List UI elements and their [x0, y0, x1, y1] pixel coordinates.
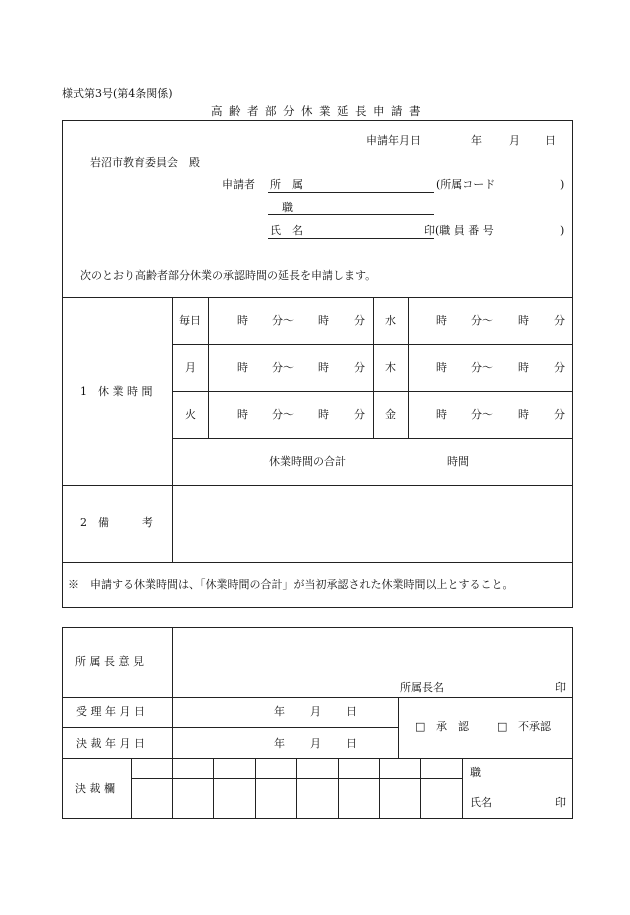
seal-label: 印	[555, 681, 566, 694]
hour-unit: 時	[518, 408, 529, 421]
day-label: 日	[346, 705, 357, 718]
affiliation-label: 所 属	[270, 178, 303, 191]
approve-checkbox[interactable]: □	[415, 720, 426, 733]
divider	[62, 485, 573, 486]
application-date-label: 申請年月日	[366, 134, 421, 147]
day-everyday: 毎日	[179, 314, 201, 327]
day-tuesday: 火	[185, 408, 196, 421]
total-label: 休業時間の合計	[269, 455, 346, 468]
affiliation-field[interactable]	[268, 192, 434, 193]
divider	[373, 297, 374, 438]
year-label: 年	[274, 705, 285, 718]
divider	[379, 758, 380, 819]
hour-unit: 時	[518, 314, 529, 327]
divider	[408, 297, 409, 438]
day-wednesday: 水	[385, 314, 396, 327]
divider	[398, 697, 399, 758]
name-label: 氏 名	[270, 224, 303, 237]
hour-unit: 時	[436, 314, 447, 327]
minute-from-unit: 分～	[272, 408, 294, 421]
remarks-field[interactable]	[176, 490, 566, 556]
minute-unit: 分	[354, 408, 365, 421]
divider	[462, 758, 463, 819]
manager-opinion-field[interactable]	[176, 632, 566, 676]
decision-column-label: 決 裁 欄	[75, 782, 115, 795]
received-date-label: 受 理 年 月 日	[76, 705, 145, 718]
month-label: 月	[310, 705, 321, 718]
minute-unit: 分	[554, 361, 565, 374]
divider	[213, 758, 214, 819]
reject-label: 不承認	[518, 720, 551, 733]
applicant-label: 申請者	[222, 178, 255, 191]
month-label: 月	[310, 737, 321, 750]
divider	[62, 562, 573, 563]
footnote: ※ 申請する休業時間は、「休業時間の合計」が当初承認された休業時間以上とすること。	[68, 578, 514, 591]
hour-unit: 時	[436, 361, 447, 374]
approve-label: 承 認	[436, 720, 469, 733]
day-monday: 月	[185, 361, 196, 374]
seal-label: 印	[555, 796, 566, 809]
divider	[208, 297, 209, 438]
hour-unit: 時	[237, 361, 248, 374]
hour-unit: 時	[237, 408, 248, 421]
divider	[420, 758, 421, 819]
seal-staff-number-label: 印(職 員 番 号	[424, 224, 494, 237]
form-number: 様式第3号(第4条関係)	[62, 87, 173, 100]
position-field[interactable]	[268, 214, 434, 215]
remarks-label: 2 備 考	[80, 516, 153, 529]
form-title: 高齢者部分休業延長申請書	[211, 104, 427, 118]
minute-unit: 分	[554, 314, 565, 327]
name-label: 氏名	[470, 796, 492, 809]
application-statement: 次のとおり高齢者部分休業の承認時間の延長を申請します。	[80, 269, 377, 282]
decided-date-label: 決 裁 年 月 日	[76, 737, 145, 750]
hour-unit: 時	[318, 408, 329, 421]
day-thursday: 木	[385, 361, 396, 374]
divider	[62, 758, 573, 759]
addressee: 岩沼市教育委員会 殿	[90, 156, 200, 169]
name-field[interactable]	[268, 238, 434, 239]
hour-unit: 時	[237, 314, 248, 327]
affiliation-code-label: (所属コード	[436, 178, 496, 191]
hour-unit: 時	[518, 361, 529, 374]
divider	[338, 758, 339, 819]
minute-unit: 分	[354, 361, 365, 374]
minute-from-unit: 分～	[471, 314, 493, 327]
close-paren: )	[560, 224, 565, 237]
position-label: 職	[470, 766, 481, 779]
minute-unit: 分	[554, 408, 565, 421]
divider	[255, 758, 256, 819]
hour-unit: 時	[318, 314, 329, 327]
day-label: 日	[545, 134, 556, 147]
minute-from-unit: 分～	[471, 361, 493, 374]
divider	[296, 758, 297, 819]
year-label: 年	[274, 737, 285, 750]
hour-unit: 時	[318, 361, 329, 374]
minute-from-unit: 分～	[272, 361, 294, 374]
day-label: 日	[346, 737, 357, 750]
month-label: 月	[509, 134, 520, 147]
hour-unit: 時	[436, 408, 447, 421]
total-unit: 時間	[447, 455, 469, 468]
divider	[172, 297, 173, 562]
schedule-section-label: 1 休 業 時 間	[80, 385, 153, 398]
day-friday: 金	[385, 408, 396, 421]
position-label: 職	[282, 201, 293, 214]
divider	[172, 438, 573, 439]
divider	[62, 697, 573, 698]
minute-from-unit: 分～	[272, 314, 294, 327]
manager-name-label: 所属長名	[400, 681, 444, 694]
divider	[172, 627, 173, 758]
divider	[172, 758, 173, 819]
divider	[62, 727, 398, 728]
manager-opinion-label: 所 属 長 意 見	[75, 655, 144, 668]
year-label: 年	[471, 134, 482, 147]
close-paren: )	[560, 178, 565, 191]
divider	[62, 297, 573, 298]
reject-checkbox[interactable]: □	[497, 720, 508, 733]
minute-unit: 分	[354, 314, 365, 327]
divider	[131, 758, 132, 819]
minute-from-unit: 分～	[471, 408, 493, 421]
